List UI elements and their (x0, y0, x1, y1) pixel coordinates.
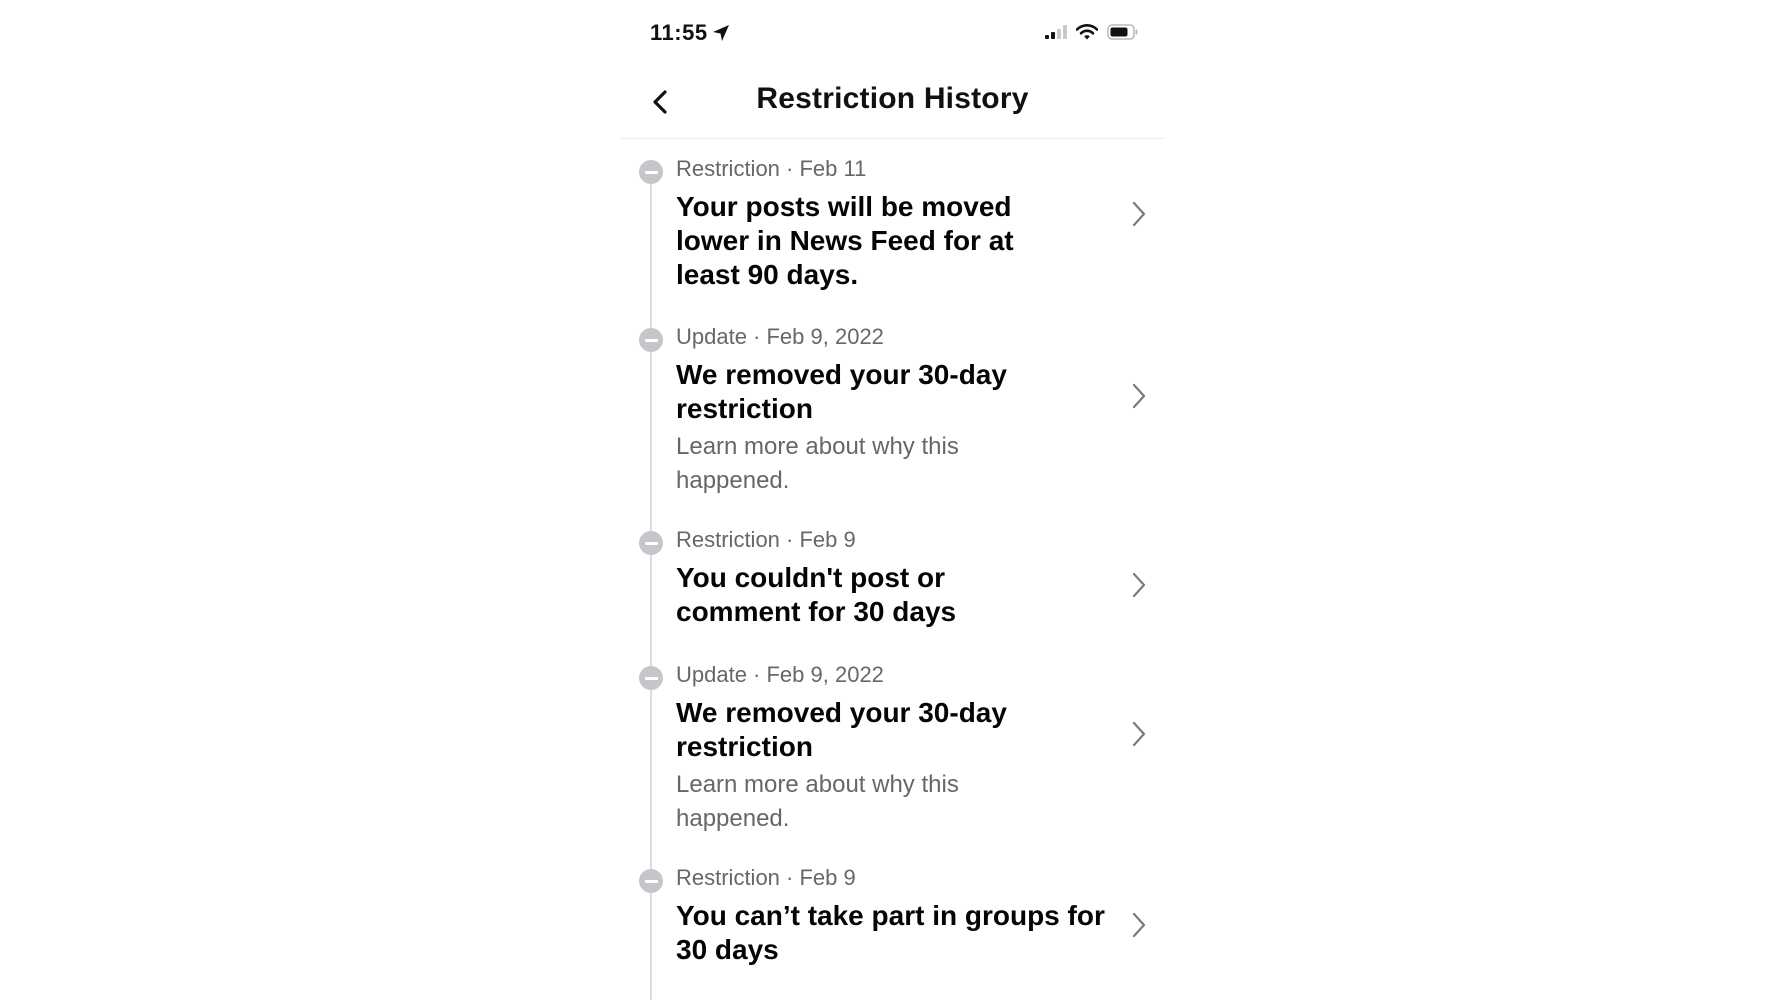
chevron-right-icon (1127, 198, 1151, 230)
battery-icon (1107, 24, 1139, 40)
status-time-label: 11:55 (650, 20, 708, 45)
minus-circle-icon (639, 666, 663, 690)
page-title: Restriction History (756, 82, 1029, 115)
minus-circle-icon (639, 160, 663, 184)
entry-meta: Restriction · Feb 9 (676, 865, 856, 890)
entry-headline: Your posts will be moved lower in News Feed for at least 90 days. (676, 191, 1014, 290)
cellular-signal-icon (1045, 25, 1067, 39)
entry-meta: Update · Feb 9, 2022 (676, 662, 884, 687)
chevron-right-icon (1127, 569, 1151, 601)
chevron-right-icon (1127, 380, 1151, 412)
entry-detail: Learn more about why this happened. (676, 771, 959, 832)
entry-headline: We removed your 30-day restriction (676, 359, 1007, 424)
wifi-icon (1076, 24, 1098, 40)
history-entry[interactable] (620, 511, 1165, 631)
entry-headline: You couldn't post or comment for 30 days (676, 562, 957, 627)
history-entry[interactable] (620, 849, 1165, 979)
minus-circle-icon (639, 328, 663, 352)
history-entry[interactable] (620, 140, 1165, 290)
minus-circle-icon (639, 531, 663, 555)
entry-meta: Update · Feb 9, 2022 (676, 324, 884, 349)
status-icons (1045, 24, 1139, 40)
location-arrow-icon (712, 24, 730, 42)
phone-screen (620, 0, 1165, 1000)
entry-meta: Restriction · Feb 11 (676, 156, 867, 181)
entry-headline: You can’t take part in groups for 30 days (676, 900, 1105, 965)
history-entry[interactable] (620, 308, 1165, 493)
minus-circle-icon (639, 869, 663, 893)
history-entry[interactable] (620, 646, 1165, 831)
chevron-right-icon (1127, 909, 1151, 941)
entry-meta: Restriction · Feb 9 (676, 527, 856, 552)
restriction-timeline (620, 140, 1165, 1000)
entry-headline: We removed your 30-day restriction (676, 697, 1007, 762)
chevron-right-icon (1127, 718, 1151, 750)
entry-detail: Learn more about why this happened. (676, 433, 959, 494)
status-time (650, 20, 730, 46)
header-bar (620, 70, 1165, 139)
